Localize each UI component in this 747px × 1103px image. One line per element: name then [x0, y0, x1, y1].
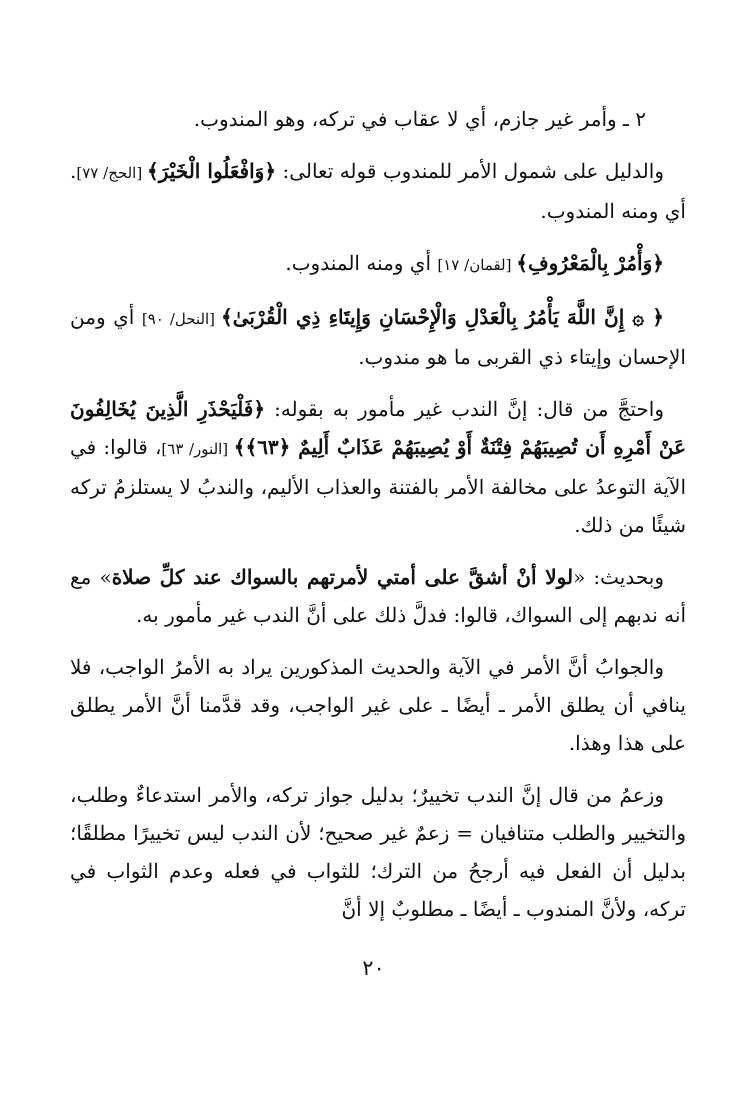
paragraph-7-text: والجوابُ أنَّ الأمر في الآية والحديث المذكورين يراد به الأمرُ الواجب، فلا ينافي أن يطلق الأمر ـ أيضًا ـ على غير الواجب، وقد قدَّمنا أنَّ الأمر يطلق على هذا وهذا.: [70, 655, 686, 755]
verse-reference: [الحج/ ٧٧]: [76, 164, 148, 182]
quran-verse: ﴿وَافْعَلُوا الْخَيْرَ﴾: [147, 159, 277, 183]
paragraph-6-tail: » مع أنه ندبهم إلى السواك، قالوا: فدلَّ ذلك على أنَّ الندب غير مأمور به.: [70, 565, 686, 627]
paragraph-2-tail: . أي ومنه المندوب.: [70, 159, 686, 223]
verse-reference: [النور/ ٦٣]: [161, 440, 234, 458]
paragraph-3: [70, 244, 686, 284]
hadith-text: لولا أنْ أشقَّ على أمتي لأمرتهم بالسواك عند كلِّ صلاة: [111, 565, 574, 589]
paragraph-3-tail: أي ومنه المندوب.: [285, 251, 438, 275]
paragraph-1: [70, 100, 686, 138]
paragraph-2: [70, 152, 686, 230]
paragraph-1-text: ٢ ـ وأمر غير جازم، أي لا عقاب في تركه، وهو المندوب.: [193, 107, 646, 131]
paragraph-7: [70, 648, 686, 762]
page-number: ٢٠: [362, 956, 385, 980]
paragraph-8: [70, 776, 686, 928]
paragraph-5-text: واحتجَّ من قال: إنَّ الندب غير مأمور به بقوله:: [265, 397, 664, 421]
paragraph-2-text: والدليل على شمول الأمر للمندوب قوله تعالى:: [276, 159, 664, 183]
quran-verse: ﴿فَلْيَحْذَرِ الَّذِينَ يُخَالِفُونَ عَنْ أَمْرِهِ أَن تُصِيبَهُمْ فِتْنَةٌ أَوْ يُصِيبَهُمْ عَذَابٌ أَلِيمٌ ﴿٦٣﴾﴾: [70, 397, 686, 459]
paragraph-6-text: وبحديث: «: [573, 565, 665, 589]
paragraph-4-tail: أي ومن الإحسان وإيتاء ذي القربى ما هو مندوب.: [70, 305, 686, 369]
paragraph-5: [70, 390, 686, 544]
page-body: [70, 100, 686, 942]
paragraph-8-text: وزعمُ من قال إنَّ الندب تخييرٌ؛ بدليل جواز تركه، والأمر استدعاءٌ وطلب، والتخيير والطلب متنافيان = زعمٌ غير صحيح؛ لأن الندب ليس تخييرًا مطلقًا؛ بدليل أن الفعل فيه أرجحُ من الترك؛ للثواب في فعله وعدم الثواب في تركه، ولأنَّ المندوب ـ أيضًا ـ مطلوبٌ إلا أنَّ: [70, 783, 686, 921]
paragraph-4: [70, 298, 686, 376]
quran-verse: ﴿ ۞ إِنَّ اللَّهَ يَأْمُرُ بِالْعَدْلِ وَالْإِحْسَانِ وَإِيتَاءِ ذِي الْقُرْبَىٰ﴾: [220, 305, 665, 329]
verse-reference: [النحل/ ٩٠]: [141, 310, 221, 328]
quran-verse: ﴿وَأْمُرْ بِالْمَعْرُوفِ﴾: [516, 251, 664, 275]
verse-reference: [لقمان/ ١٧]: [437, 256, 517, 274]
paragraph-5-tail: ، قالوا: في الآية التوعدُ على مخالفة الأمر بالفتنة والعذاب الأليم، والندبُ لا يستلزمُ تركه شيئًا من ذلك.: [70, 435, 686, 537]
paragraph-6: [70, 558, 686, 634]
